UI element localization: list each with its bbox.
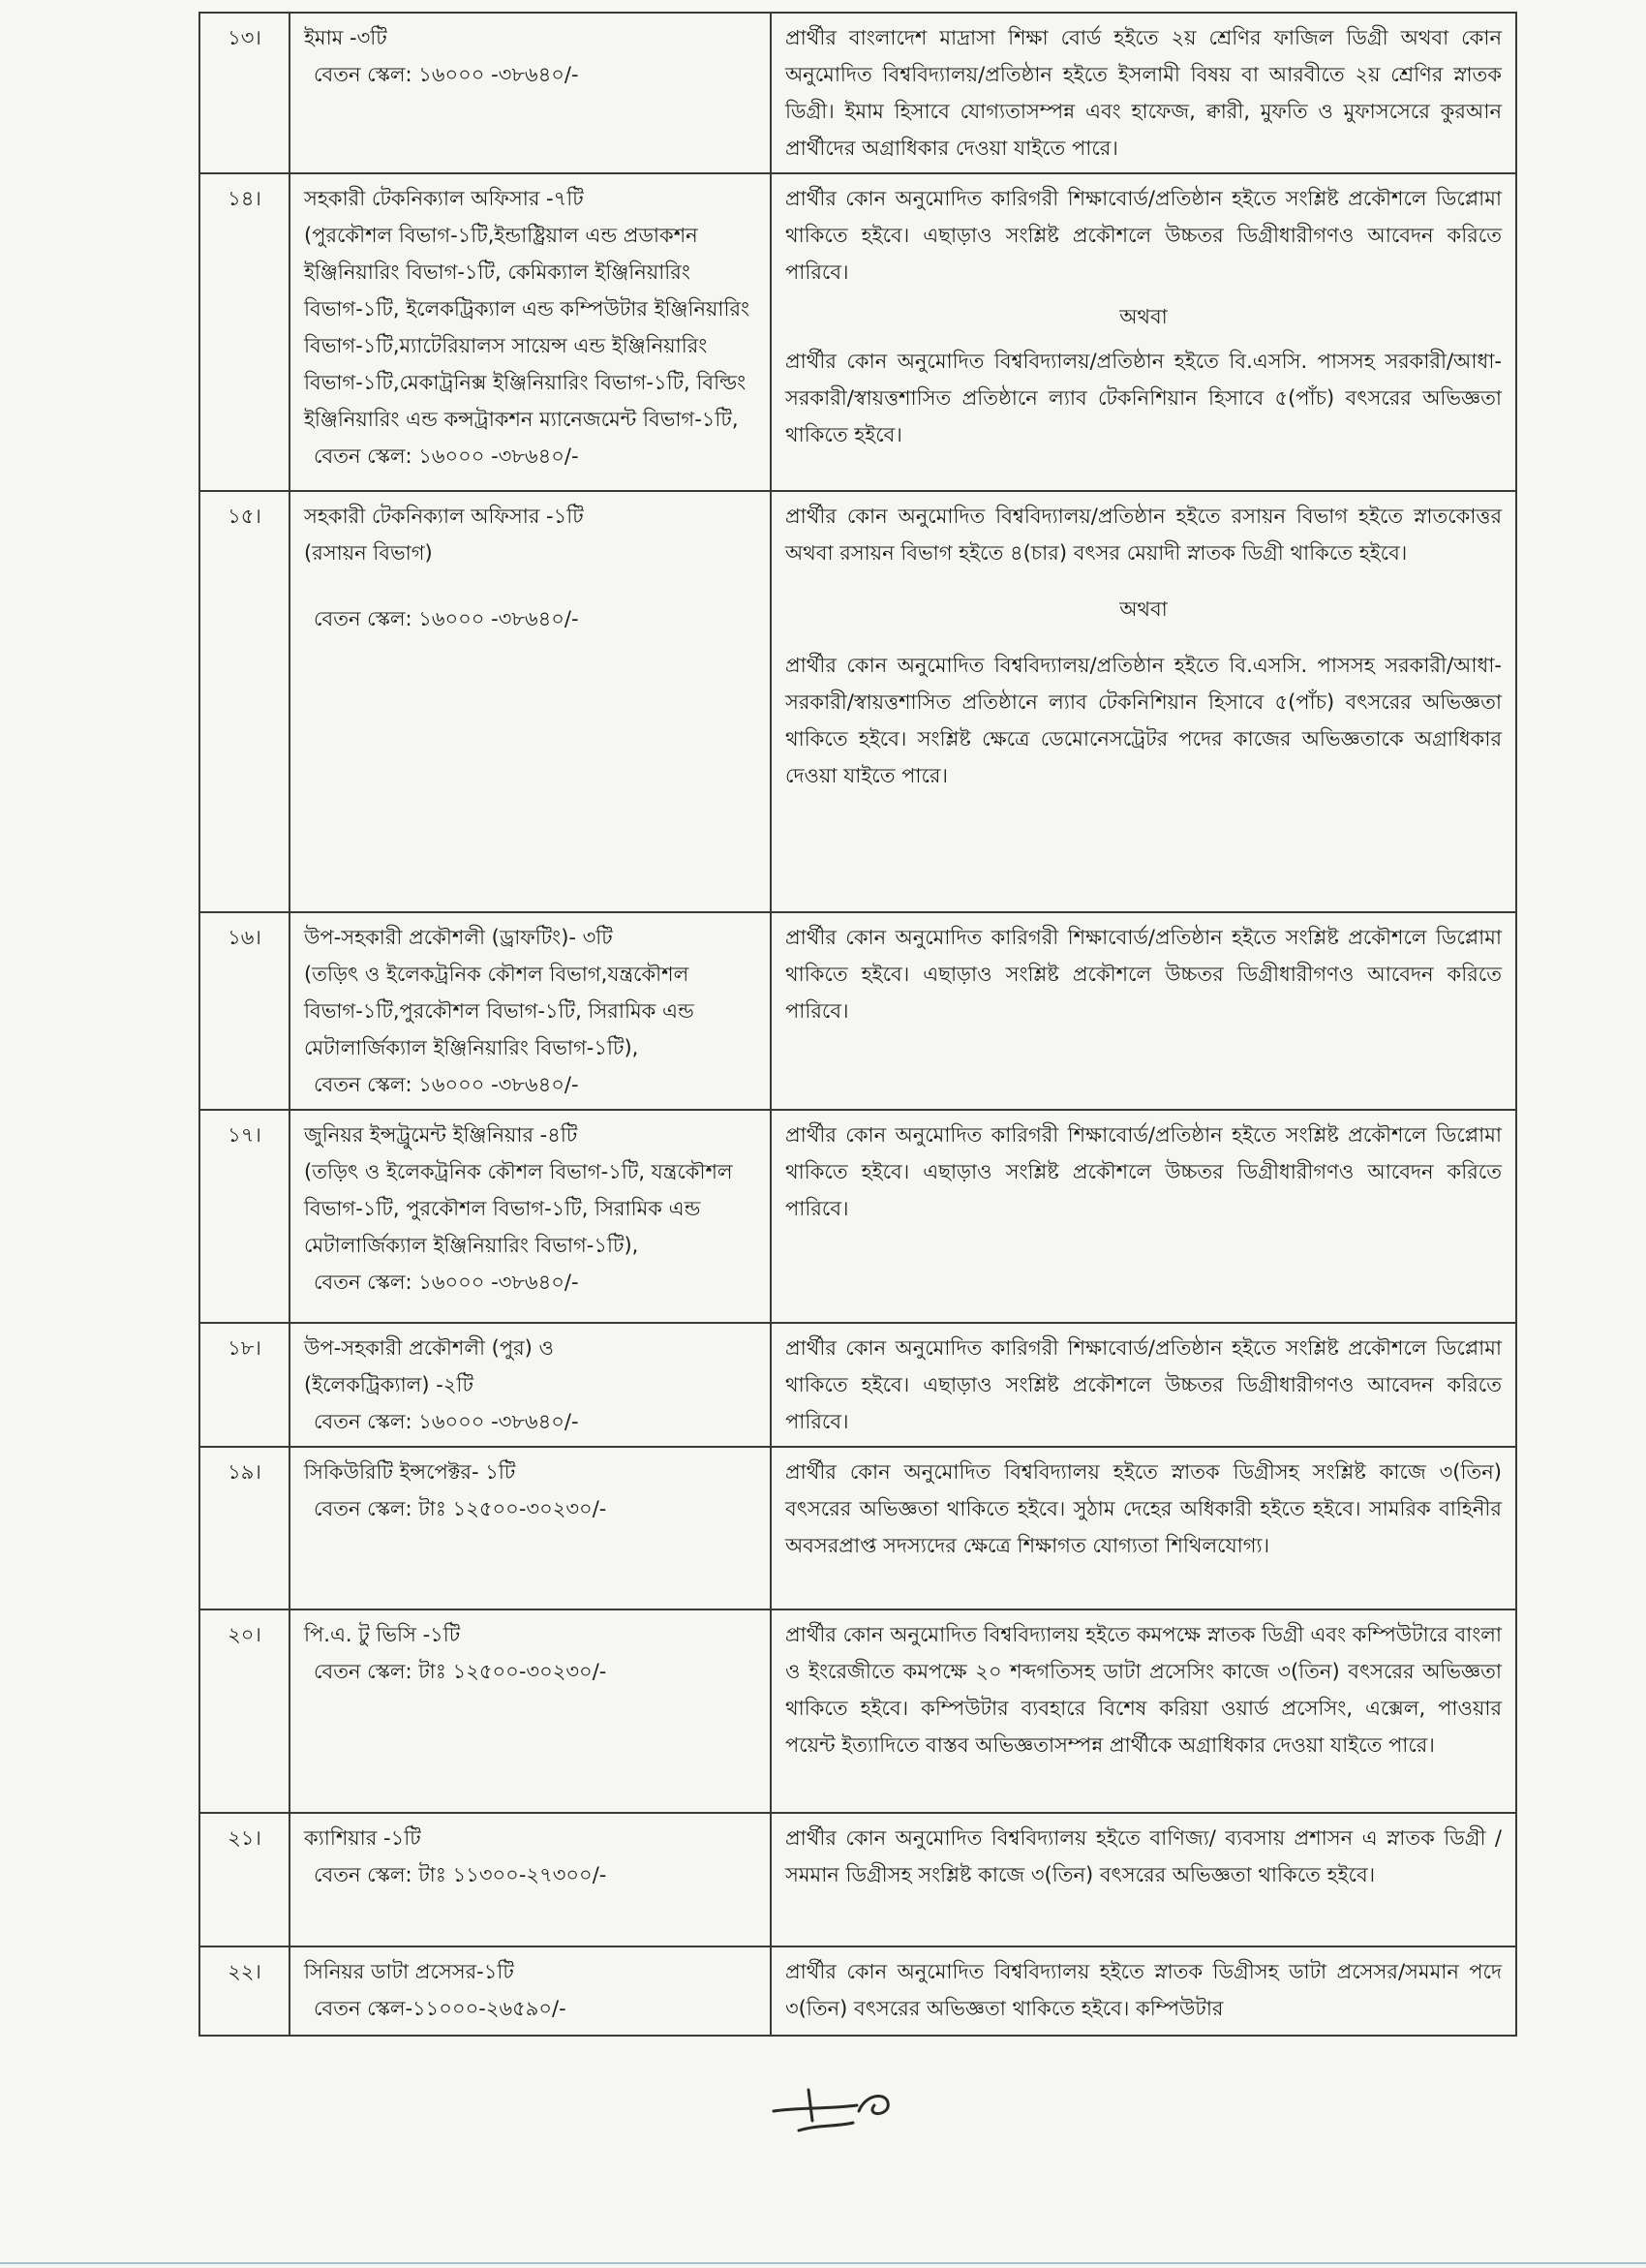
post-cell — [290, 173, 771, 491]
post-details: (ইলেকট্রিক্যাল) -২টি — [304, 1373, 473, 1396]
qualification-text: প্রার্থীর কোন অনুমোদিত বিশ্ববিদ্যালয় হইতে বাণিজ্য/ ব্যবসায় প্রশাসন এ স্নাতক ডিগ্রী /সমমান ডিগ্রীসহ সংশ্লিষ্ট কাজে ৩(তিন) বৎসরের অভিজ্ঞতা থাকিতে হইবে। — [785, 1826, 1502, 1886]
qualification-text: প্রার্থীর কোন অনুমোদিত কারিগরী শিক্ষাবোর্ড/প্রতিষ্ঠান হইতে সংশ্লিষ্ট প্রকৌশলে ডিপ্লোমা থাকিতে হইবে। এছাড়াও সংশ্লিষ্ট প্রকৌশলে উচ্চতর ডিগ্রীধারীগণও আবেদন করিতে পারিবে। — [785, 1336, 1502, 1433]
pay-scale: বেতন স্কেল: টাঃ ১২৫০০-৩০২৩০/- — [314, 1660, 607, 1683]
qualification-cell — [771, 1813, 1516, 1946]
job-requirements-table — [198, 12, 1517, 2037]
qualification-cell — [771, 491, 1516, 912]
post-title: উপ-সহকারী প্রকৌশলী (পুর) ও — [304, 1336, 555, 1360]
qualification-cell — [771, 912, 1516, 1110]
post-title: ক্যাশিয়ার -১টি — [304, 1826, 421, 1850]
signature-mark — [770, 2082, 905, 2140]
table-row — [199, 912, 1516, 1110]
post-title: সিনিয়র ডাটা প্রসেসর-১টি — [304, 1960, 514, 1983]
post-cell — [290, 1323, 771, 1447]
spacer — [304, 571, 756, 600]
post-details: (রসায়ন বিভাগ) — [304, 541, 433, 565]
post-cell — [290, 1447, 771, 1609]
serial-number: ২১। — [199, 1813, 290, 1946]
serial-number: ১৭। — [199, 1110, 290, 1323]
table-row — [199, 1323, 1516, 1447]
serial-number: ১৬। — [199, 912, 290, 1110]
post-details: (তড়িৎ ও ইলেকট্রনিক কৌশল বিভাগ-১টি, যন্ত্রকৌশল বিভাগ-১টি, পুরকৌশল বিভাগ-১টি, সিরামিক এন্ড মেটালার্জিক্যাল ইঞ্জিনিয়ারিং বিভাগ-১টি), — [304, 1160, 733, 1257]
qualification-cell — [771, 1323, 1516, 1447]
table-row — [199, 1447, 1516, 1609]
post-cell — [290, 912, 771, 1110]
or-separator: অথবা — [1119, 305, 1168, 328]
qualification-text: প্রার্থীর কোন অনুমোদিত বিশ্ববিদ্যালয় হইতে কমপক্ষে স্নাতক ডিগ্রী এবং কম্পিউটারে বাংলা ও ইংরেজীতে কমপক্ষে ২০ শব্দগতিসহ ডাটা প্রসেসিং কাজে ৩(তিন) বৎসরের অভিজ্ঞতা থাকিতে হইবে। কম্পিউটার ব্যবহারে বিশেষ করিয়া ওয়ার্ড প্রসেসিং, এক্সেল, পাওয়ার পয়েন্ট ইত্যাদিতে বাস্তব অভিজ্ঞতাসম্পন্ন প্রার্থীকে অগ্রাধিকার দেওয়া যাইতে পারে। — [785, 1623, 1502, 1757]
qualification-text: প্রার্থীর কোন অনুমোদিত কারিগরী শিক্ষাবোর্ড/প্রতিষ্ঠান হইতে সংশ্লিষ্ট প্রকৌশলে ডিপ্লোমা থাকিতে হইবে। এছাড়াও সংশ্লিষ্ট প্রকৌশলে উচ্চতর ডিগ্রীধারীগণও আবেদন করিতে পারিবে। — [785, 1123, 1502, 1220]
table-row — [199, 1813, 1516, 1946]
pay-scale: বেতন স্কেল: টাঃ ১১৩০০-২৭৩০০/- — [314, 1863, 607, 1886]
pay-scale: বেতন স্কেল: টাঃ ১২৫০০-৩০২৩০/- — [314, 1497, 607, 1520]
qualification-cell — [771, 1110, 1516, 1323]
qualification-text: প্রার্থীর কোন অনুমোদিত বিশ্ববিদ্যালয় হইতে স্নাতক ডিগ্রীসহ ডাটা প্রসেসর/সমমান পদে ৩(তিন) বৎসরের অভিজ্ঞতা থাকিতে হইবে। কম্পিউটার — [785, 1960, 1502, 2020]
qualification-cell — [771, 13, 1516, 173]
qualification-text: প্রার্থীর কোন অনুমোদিত বিশ্ববিদ্যালয় হইতে স্নাতক ডিগ্রীসহ সংশ্লিষ্ট কাজে ৩(তিন) বৎসরের অভিজ্ঞতা থাকিতে হইবে। সুঠাম দেহের অধিকারী হইতে হইবে। সামরিক বাহিনীর অবসরপ্রাপ্ত সদস্যদের ক্ষেত্রে শিক্ষাগত যোগ্যতা শিথিলযোগ্য। — [785, 1460, 1502, 1557]
serial-number: ১৮। — [199, 1323, 290, 1447]
qualification-cell — [771, 173, 1516, 491]
or-separator: অথবা — [1119, 598, 1168, 621]
table-row — [199, 1946, 1516, 2036]
post-cell — [290, 13, 771, 173]
qualification-text: প্রার্থীর কোন অনুমোদিত কারিগরী শিক্ষাবোর্ড/প্রতিষ্ঠান হইতে সংশ্লিষ্ট প্রকৌশলে ডিপ্লোমা থাকিতে হইবে। এছাড়াও সংশ্লিষ্ট প্রকৌশলে উচ্চতর ডিগ্রীধারীগণও আবেদন করিতে পারিবে। — [785, 926, 1502, 1023]
pay-scale: বেতন স্কেল: ১৬০০০ -৩৮৬৪০/- — [314, 1073, 579, 1096]
post-details: (পুরকৌশল বিভাগ-১টি,ইন্ডাষ্ট্রিয়াল এন্ড প্রডাকশন ইঞ্জিনিয়ারিং বিভাগ-১টি, কেমিক্যাল ইঞ্জিনিয়ারিং বিভাগ-১টি, ইলেকট্রিক্যাল এন্ড কম্পিউটার ইঞ্জিনিয়ারিং বিভাগ-১টি,ম্যাটেরিয়ালস সায়েন্স এন্ড ইঞ্জিনিয়ারিং বিভাগ-১টি,মেকাট্রনিক্স ইঞ্জিনিয়ারিং বিভাগ-১টি, বিল্ডিং ইঞ্জিনিয়ারিং এন্ড কন্সট্রাকশন ম্যানেজমেন্ট বিভাগ-১টি, — [304, 224, 750, 431]
serial-number: ১৫। — [199, 491, 290, 912]
post-cell — [290, 1813, 771, 1946]
post-cell — [290, 1110, 771, 1323]
qualification-text: প্রার্থীর বাংলাদেশ মাদ্রাসা শিক্ষা বোর্ড হইতে ২য় শ্রেণির ফাজিল ডিগ্রী অথবা কোন অনুমোদিত বিশ্ববিদ্যালয়/প্রতিষ্ঠান হইতে ইসলামী বিষয় বা আরবীতে ২য় শ্রেণির স্নাতক ডিগ্রী। ইমাম হিসাবে যোগ্যতাসম্পন্ন এবং হাফেজ, ক্বারী, মুফতি ও মুফাসসেরে কুরআন প্রার্থীদের অগ্রাধিকার দেওয়া যাইতে পারে। — [785, 26, 1502, 160]
pay-scale: বেতন স্কেল: ১৬০০০ -৩৮৬৪০/- — [314, 444, 579, 468]
post-title: উপ-সহকারী প্রকৌশলী (ড্রাফটিং)- ৩টি — [304, 926, 613, 949]
post-title: জুনিয়র ইন্সট্রুমেন্ট ইঞ্জিনিয়ার -৪টি — [304, 1123, 578, 1147]
post-title: সহকারী টেকনিক্যাল অফিসার -৭টি — [304, 187, 584, 210]
serial-number: ১৯। — [199, 1447, 290, 1609]
pay-scale: বেতন স্কেল: ১৬০০০ -৩৮৬৪০/- — [314, 1271, 579, 1294]
table-row — [199, 1609, 1516, 1813]
table-body — [199, 13, 1516, 2036]
serial-number: ১৩। — [199, 13, 290, 173]
pay-scale: বেতন স্কেল-১১০০০-২৬৫৯০/- — [314, 1997, 566, 2020]
pay-scale: বেতন স্কেল: ১৬০০০ -৩৮৬৪০/- — [314, 63, 579, 86]
post-cell — [290, 491, 771, 912]
post-title: ইমাম -৩টি — [304, 26, 387, 49]
page-bottom-edge — [0, 2262, 1646, 2264]
serial-number: ১৪। — [199, 173, 290, 491]
pay-scale: বেতন স্কেল: ১৬০০০ -৩৮৬৪০/- — [314, 607, 579, 630]
post-title: সহকারী টেকনিক্যাল অফিসার -১টি — [304, 505, 584, 528]
qualification-cell — [771, 1447, 1516, 1609]
post-details: (তড়িৎ ও ইলেকট্রনিক কৌশল বিভাগ,যন্ত্রকৌশল বিভাগ-১টি,পুরকৌশল বিভাগ-১টি, সিরামিক এন্ড মেটালার্জিক্যাল ইঞ্জিনিয়ারিং বিভাগ-১টি), — [304, 963, 694, 1059]
table-row — [199, 1110, 1516, 1323]
post-cell — [290, 1609, 771, 1813]
post-cell — [290, 1946, 771, 2036]
qualification-cell — [771, 1946, 1516, 2036]
qualification-text: প্রার্থীর কোন অনুমোদিত বিশ্ববিদ্যালয়/প্রতিষ্ঠান হইতে রসায়ন বিভাগ হইতে স্নাতকোত্তর অথবা রসায়ন বিভাগ হইতে ৪(চার) বৎসর মেয়াদী স্নাতক ডিগ্রী থাকিতে হইবে। — [785, 505, 1502, 565]
post-title: সিকিউরিটি ইন্সপেক্টর- ১টি — [304, 1460, 516, 1484]
post-title: পি.এ. টু ভিসি -১টি — [304, 1623, 461, 1646]
table-row — [199, 13, 1516, 173]
qualification-cell — [771, 1609, 1516, 1813]
table-row — [199, 173, 1516, 491]
serial-number: ২২। — [199, 1946, 290, 2036]
qualification-text: প্রার্থীর কোন অনুমোদিত বিশ্ববিদ্যালয়/প্রতিষ্ঠান হইতে বি.এসসি. পাসসহ সরকারী/আধা-সরকারী/স্বায়ত্তশাসিত প্রতিষ্ঠানে ল্যাব টেকনিশিয়ান হিসাবে ৫(পাঁচ) বৎসরের অভিজ্ঞতা থাকিতে হইবে। — [785, 350, 1502, 446]
serial-number: ২০। — [199, 1609, 290, 1813]
table-row — [199, 491, 1516, 912]
qualification-text: প্রার্থীর কোন অনুমোদিত বিশ্ববিদ্যালয়/প্রতিষ্ঠান হইতে বি.এসসি. পাসসহ সরকারী/আধা-সরকারী/স্বায়ত্তশাসিত প্রতিষ্ঠানে ল্যাব টেকনিশিয়ান হিসাবে ৫(পাঁচ) বৎসরের অভিজ্ঞতা থাকিতে হইবে। সংশ্লিষ্ট ক্ষেত্রে ডেমোনেসট্রেটর পদের কাজের অভিজ্ঞতাকে অগ্রাধিকার দেওয়া যাইতে পারে। — [785, 654, 1502, 787]
pay-scale: বেতন স্কেল: ১৬০০০ -৩৮৬৪০/- — [314, 1410, 579, 1433]
qualification-text: প্রার্থীর কোন অনুমোদিত কারিগরী শিক্ষাবোর্ড/প্রতিষ্ঠান হইতে সংশ্লিষ্ট প্রকৌশলে ডিপ্লোমা থাকিতে হইবে। এছাড়াও সংশ্লিষ্ট প্রকৌশলে উচ্চতর ডিগ্রীধারীগণও আবেদন করিতে পারিবে। — [785, 187, 1502, 284]
